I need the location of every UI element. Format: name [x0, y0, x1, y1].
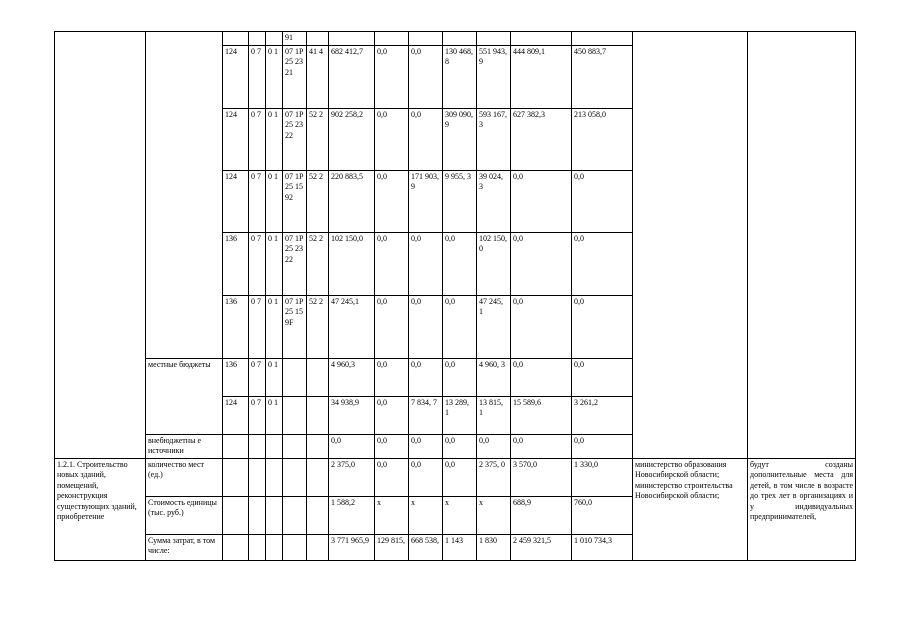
table-cell: 130 468, 8 [443, 45, 477, 108]
table-cell: 0 7 [249, 232, 266, 295]
table-cell: Стоимость единицы (тыс. руб.) [146, 496, 223, 534]
table-cell [329, 32, 375, 46]
table-cell [266, 458, 283, 496]
table-cell: 124 [223, 396, 249, 434]
table-cell [307, 434, 329, 458]
table-cell: 124 [223, 170, 249, 232]
table-cell: Сумма затрат, в том числе: [146, 534, 223, 560]
table-cell: 0,0 [511, 170, 572, 232]
table-cell: 0 7 [249, 396, 266, 434]
table-cell: 593 167, 3 [477, 108, 511, 170]
table-cell: 3 261,2 [572, 396, 633, 434]
table-cell: 07 1P 25 15 9F [283, 295, 307, 358]
table-cell: 124 [223, 45, 249, 108]
document-table-container [54, 31, 856, 561]
table-cell: 0,0 [572, 232, 633, 295]
table-cell: 0,0 [375, 45, 409, 108]
table-cell: 7 834, 7 [409, 396, 443, 434]
table-cell [249, 534, 266, 560]
table-cell: 52 2 [307, 170, 329, 232]
table-cell [266, 496, 283, 534]
table-cell: 0,0 [443, 434, 477, 458]
table-cell: 0,0 [572, 434, 633, 458]
table-cell [307, 534, 329, 560]
table-cell: 0,0 [375, 232, 409, 295]
table-cell: 07 1P 25 15 92 [283, 170, 307, 232]
table-cell [375, 32, 409, 46]
table-cell: 0 7 [249, 45, 266, 108]
table-cell: 0,0 [375, 170, 409, 232]
table-cell: x [443, 496, 477, 534]
table-cell [633, 32, 748, 459]
table-cell [266, 534, 283, 560]
table-cell: 47 245, 1 [477, 295, 511, 358]
table-cell: 2 375, 0 [477, 458, 511, 496]
table-cell: 444 809,1 [511, 45, 572, 108]
table-row [55, 458, 856, 496]
table-cell: 34 938,9 [329, 396, 375, 434]
table-cell: 0,0 [409, 458, 443, 496]
table-cell: 0 1 [266, 396, 283, 434]
table-cell: 0 7 [249, 295, 266, 358]
table-cell [283, 458, 307, 496]
table-cell: x [409, 496, 443, 534]
table-cell [283, 434, 307, 458]
table-cell [283, 396, 307, 434]
table-cell: внебюджетны е источники [146, 434, 223, 458]
table-cell: 450 883,7 [572, 45, 633, 108]
table-cell: 0,0 [511, 434, 572, 458]
table-cell: 0,0 [572, 295, 633, 358]
table-cell: 0,0 [572, 358, 633, 396]
table-cell [223, 458, 249, 496]
table-cell: x [477, 496, 511, 534]
table-cell: местные бюджеты [146, 358, 223, 434]
table-cell: 2 459 321,5 [511, 534, 572, 560]
table-cell: 13 289, 1 [443, 396, 477, 434]
table-cell [249, 458, 266, 496]
table-cell: 0,0 [443, 358, 477, 396]
table-cell: 136 [223, 358, 249, 396]
table-cell: 682 412,7 [329, 45, 375, 108]
table-cell: 0,0 [375, 358, 409, 396]
table-cell [249, 32, 266, 46]
table-cell: 15 589,6 [511, 396, 572, 434]
table-cell: 4 960,3 [329, 358, 375, 396]
table-cell [223, 496, 249, 534]
table-cell [249, 434, 266, 458]
table-cell: 0,0 [375, 295, 409, 358]
table-cell [511, 32, 572, 46]
table-cell: 0 1 [266, 45, 283, 108]
table-cell: 902 258,2 [329, 108, 375, 170]
table-cell: 220 883,5 [329, 170, 375, 232]
table-cell [307, 458, 329, 496]
table-cell [748, 32, 856, 459]
table-cell: 0,0 [375, 108, 409, 170]
table-cell: x [375, 496, 409, 534]
table-cell: 0,0 [572, 170, 633, 232]
table-cell [409, 32, 443, 46]
table-cell [477, 32, 511, 46]
table-cell: 0 7 [249, 358, 266, 396]
table-cell [55, 32, 146, 459]
budget-table [54, 31, 856, 561]
table-cell [223, 32, 249, 46]
table-cell: 136 [223, 295, 249, 358]
table-cell: 0,0 [409, 295, 443, 358]
table-cell: 1 330,0 [572, 458, 633, 496]
table-cell: 07 1P 25 23 22 [283, 108, 307, 170]
table-cell: 124 [223, 108, 249, 170]
table-cell: 0,0 [409, 434, 443, 458]
table-cell: 0,0 [409, 108, 443, 170]
table-cell: 0,0 [477, 434, 511, 458]
table-cell: 760,0 [572, 496, 633, 534]
table-cell: 213 058,0 [572, 108, 633, 170]
table-cell [283, 496, 307, 534]
table-cell: 07 1P 25 23 22 [283, 232, 307, 295]
table-cell: 0 1 [266, 108, 283, 170]
table-cell: 0,0 [443, 232, 477, 295]
table-cell: 13 815, 1 [477, 396, 511, 434]
table-cell: количество мест (ед.) [146, 458, 223, 496]
table-cell: 3 771 965,9 [329, 534, 375, 560]
table-cell: 39 024, 3 [477, 170, 511, 232]
table-row [55, 32, 856, 46]
table-cell: 688,9 [511, 496, 572, 534]
table-cell: 1 143 [443, 534, 477, 560]
table-cell: 1 588,2 [329, 496, 375, 534]
table-cell: 0,0 [375, 396, 409, 434]
table-cell [266, 32, 283, 46]
table-cell: 0,0 [409, 232, 443, 295]
table-cell [307, 32, 329, 46]
table-cell: 0 1 [266, 358, 283, 396]
table-cell: 0,0 [409, 45, 443, 108]
table-cell: 41 4 [307, 45, 329, 108]
table-cell: министерство образования Новосибирской области; министерство строительства Новосибирской области; [633, 458, 748, 560]
table-cell: 102 150, 0 [477, 232, 511, 295]
table-cell: 0 1 [266, 232, 283, 295]
table-cell: 52 2 [307, 232, 329, 295]
table-cell: 91 [283, 32, 307, 46]
table-cell: 551 943, 9 [477, 45, 511, 108]
table-cell: 52 2 [307, 108, 329, 170]
table-cell: 0,0 [409, 358, 443, 396]
table-cell: 0 7 [249, 170, 266, 232]
table-cell: 0,0 [511, 232, 572, 295]
table-cell: 0,0 [329, 434, 375, 458]
table-cell: 0,0 [443, 458, 477, 496]
table-cell: 309 090, 9 [443, 108, 477, 170]
table-cell: 0,0 [511, 295, 572, 358]
table-cell: 668 538, [409, 534, 443, 560]
table-cell [249, 496, 266, 534]
table-cell: 1 010 734,3 [572, 534, 633, 560]
table-cell: 3 570,0 [511, 458, 572, 496]
table-cell: 171 903, 9 [409, 170, 443, 232]
table-cell: 0 1 [266, 295, 283, 358]
table-cell: 129 815, [375, 534, 409, 560]
table-cell: 136 [223, 232, 249, 295]
table-cell [146, 32, 223, 359]
table-cell [266, 434, 283, 458]
table-cell: будут созданы дополнительные места для детей, в том числе в возрасте до трех лет в организациях и у индивидуальных предпринимателей, [748, 458, 856, 560]
table-cell: 0 1 [266, 170, 283, 232]
table-cell [572, 32, 633, 46]
table-cell: 1 830 [477, 534, 511, 560]
table-cell [283, 358, 307, 396]
table-cell [307, 358, 329, 396]
table-cell [443, 32, 477, 46]
table-cell: 52 2 [307, 295, 329, 358]
table-cell: 2 375,0 [329, 458, 375, 496]
table-cell: 07 1P 25 23 21 [283, 45, 307, 108]
table-cell: 0,0 [443, 295, 477, 358]
table-cell: 0,0 [511, 358, 572, 396]
table-cell [283, 534, 307, 560]
table-cell: 4 960, 3 [477, 358, 511, 396]
table-cell: 9 955, 3 [443, 170, 477, 232]
table-cell: 627 382,3 [511, 108, 572, 170]
table-cell [307, 496, 329, 534]
table-cell: 47 245,1 [329, 295, 375, 358]
table-cell: 0,0 [375, 434, 409, 458]
table-cell: 1.2.1. Строительство новых зданий, помещений, реконструкция существующих зданий, приобретение [55, 458, 146, 560]
table-cell: 0,0 [375, 458, 409, 496]
table-cell [307, 396, 329, 434]
table-cell: 0 7 [249, 108, 266, 170]
table-cell: 102 150,0 [329, 232, 375, 295]
table-cell [223, 434, 249, 458]
table-cell [223, 534, 249, 560]
